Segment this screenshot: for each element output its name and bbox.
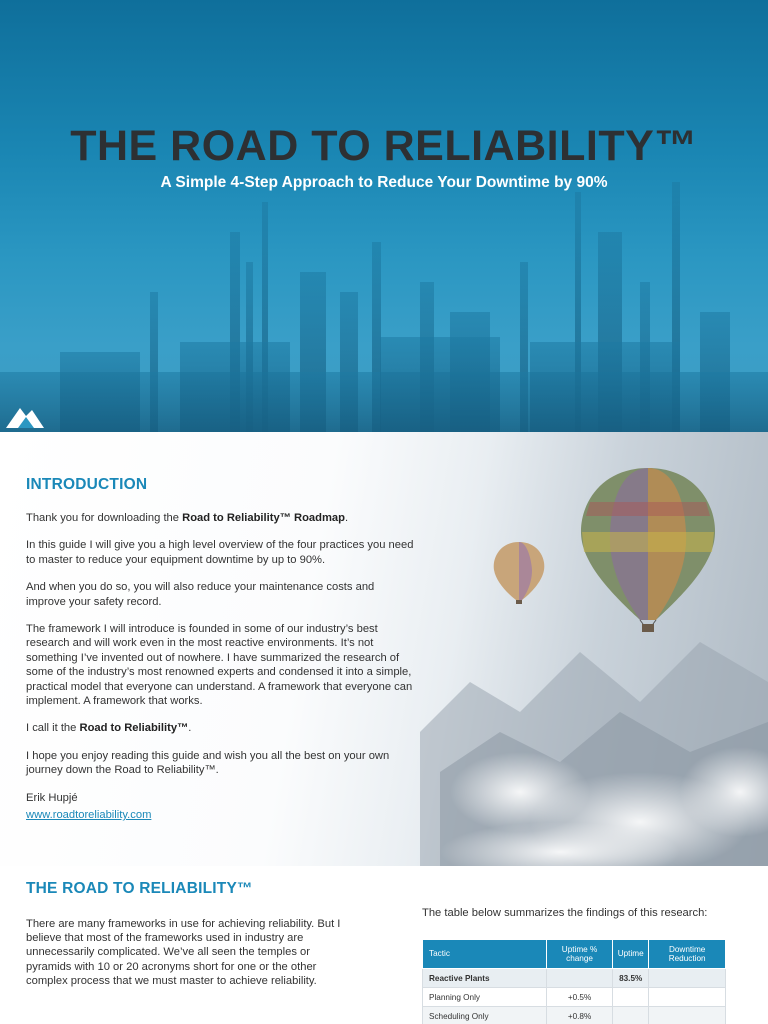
refinery-skyline-image — [0, 172, 768, 432]
website-link[interactable]: www.roadtoreliability.com — [26, 809, 152, 822]
cell-uptime — [613, 1007, 649, 1024]
introduction-text — [26, 476, 416, 823]
table-row — [423, 969, 726, 988]
road-paragraph-1: There are many frameworks in use for achieving reliability. But I believe that most of the frameworks used in industry are unnecessarily complicated. We’ve all seen the temples or pyramids with 10 or 20 acronyms short for one or the other complex process that we must master to achieve reliability. — [26, 918, 341, 987]
author-name: Erik Hupjé — [26, 791, 78, 804]
intro-paragraph-2: In this guide I will give you a high level overview of the four practices you need to master to reduce your equipment downtime by up to 90%. — [26, 539, 414, 566]
header-uptime-change: Uptime % change — [547, 940, 613, 969]
table-row — [423, 1007, 726, 1024]
roadmap-bold-text: Road to Reliability™ Roadmap — [182, 512, 345, 524]
cell-uptime-change: +0.8% — [547, 1007, 613, 1024]
page-title: THE ROAD TO RELIABILITY™ — [70, 122, 698, 170]
cell-uptime: 83.5% — [613, 969, 649, 988]
introduction-section — [0, 432, 768, 866]
cell-uptime-change — [547, 969, 613, 988]
cell-tactic: Scheduling Only — [423, 1007, 547, 1024]
page-subtitle: A Simple 4-Step Approach to Reduce Your Downtime by 90% — [160, 174, 608, 191]
small-balloon-icon — [494, 542, 545, 604]
intro-paragraph-6: I hope you enjoy reading this guide and wish you all the best on your own journey down the Road to Reliability™. — [26, 749, 390, 777]
road-heading: THE ROAD TO RELIABILITY™ — [26, 880, 253, 897]
road-section-text — [26, 880, 356, 988]
research-table-section — [422, 907, 732, 1024]
table-caption: The table below summarizes the findings of this research: — [422, 907, 708, 919]
cell-downtime-reduction — [649, 969, 726, 988]
header-tactic: Tactic — [423, 940, 547, 969]
cell-uptime-change: +0.5% — [547, 988, 613, 1007]
cell-tactic: Reactive Plants — [423, 969, 547, 988]
intro-paragraph-4: The framework I will introduce is founded in some of our industry’s best research and will work even in the most reactive environments. It’s not something I’ve invented out of nowhere. I have summarized the research of some of the industry’s most renowned experts and condensed it into a simple, practical model that everyone can understand. A framework that everyone can implement. A framework that works. — [26, 623, 413, 708]
introduction-heading: INTRODUCTION — [26, 476, 148, 493]
cell-tactic: Planning Only — [423, 988, 547, 1007]
findings-table — [422, 939, 726, 1024]
intro-paragraph-3: And when you do so, you will also reduce your maintenance costs and improve your safety record. — [26, 581, 375, 608]
table-row — [423, 988, 726, 1007]
road-bold-text: Road to Reliability™ — [79, 722, 189, 735]
header-uptime: Uptime — [613, 940, 649, 969]
intro-paragraph-1: Thank you for downloading the Road to Reliability™ Roadmap. — [26, 512, 349, 524]
intro-paragraph-5: I call it the Road to Reliability™. — [26, 722, 192, 735]
cell-uptime — [613, 988, 649, 1007]
header-downtime-reduction: Downtime Reduction — [649, 940, 726, 969]
cell-downtime-reduction — [649, 988, 726, 1007]
cell-downtime-reduction — [649, 1007, 726, 1024]
table-header-row — [423, 940, 726, 969]
hero-banner — [0, 0, 768, 432]
large-balloon-icon — [581, 468, 715, 632]
mountain-logo-icon — [6, 400, 44, 428]
